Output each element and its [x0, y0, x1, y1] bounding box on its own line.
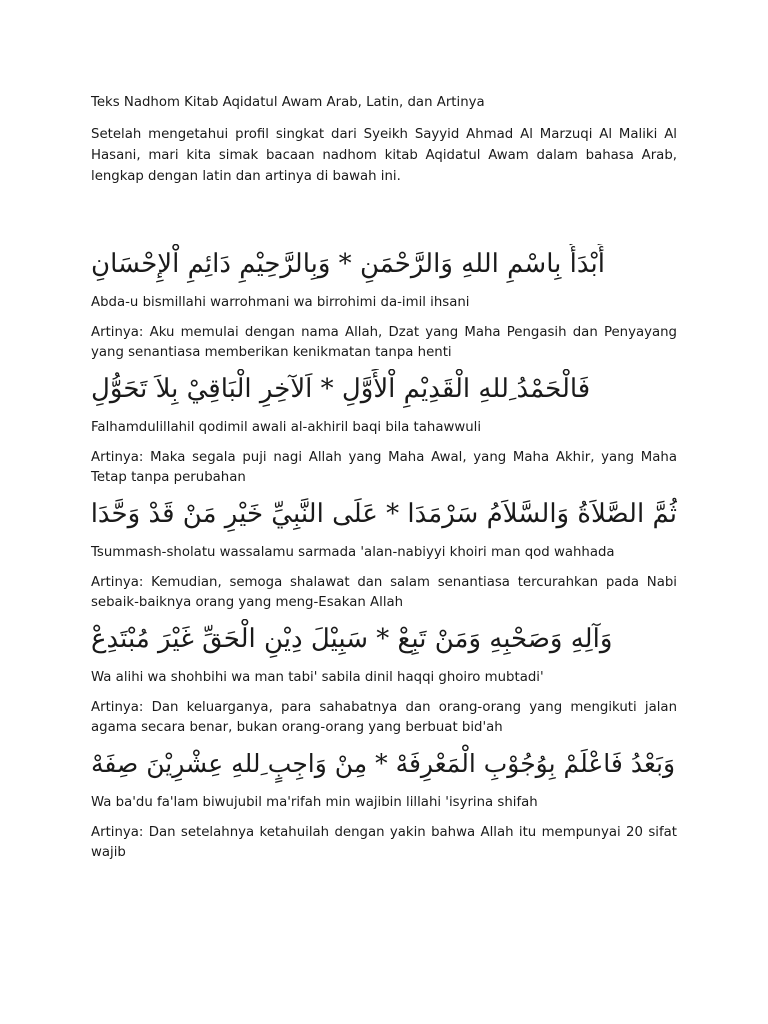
intro-paragraph: Setelah mengetahui profil singkat dari Syeikh Sayyid Ahmad Al Marzuqi Al Maliki Al Hasani, mari kita simak bacaan nadhom kitab Aqidatul Awam dalam bahasa Arab, lengkap dengan latin dan artinya di bawah ini. — [91, 127, 677, 184]
verse-5 — [91, 744, 677, 863]
latin-transliteration: Wa ba'du fa'lam biwujubil ma'rifah min wajibin lillahi 'isyrina shifah — [91, 795, 538, 810]
verse-meaning: Artinya: Kemudian, semoga shalawat dan salam senantiasa tercurahkan pada Nabi sebaik-baiknya orang yang meng-Esakan Allah — [91, 575, 677, 610]
document-title: Teks Nadhom Kitab Aqidatul Awam Arab, Latin, dan Artinya — [91, 95, 485, 110]
verse-meaning: Artinya: Maka segala puji nagi Allah yang Maha Awal, yang Maha Akhir, yang Maha Tetap tanpa perubahan — [91, 450, 677, 485]
arabic-verse-text: وَبَعْدُ فَاعْلَمْ بِوُجُوْبِ الْمَعْرِفَهْ * مِنْ وَاجِبٍ ِللهِ عِشْرِيْنَ صِفَهْ — [91, 749, 676, 778]
verse-meaning: Artinya: Dan keluarganya, para sahabatnya dan orang-orang yang mengikuti jalan agama secara benar, bukan orang-orang yang berbuat bid'ah — [91, 700, 677, 735]
verse-3 — [91, 494, 677, 613]
verse-4 — [91, 619, 677, 738]
verse-1 — [91, 244, 677, 363]
latin-transliteration: Tsummash-sholatu wassalamu sarmada 'alan-nabiyyi khoiri man qod wahhada — [91, 545, 615, 560]
latin-transliteration: Abda-u bismillahi warrohmani wa birrohimi da-imil ihsani — [91, 295, 470, 310]
arabic-verse-text: ثُمَّ الصَّلاَةُ وَالسَّلاَمُ سَرْمَدَا * عَلَى النَّبِيِّ خَيْرِ مَنْ قَدْ وَحَّدَا — [91, 499, 677, 529]
verse-meaning: Artinya: Dan setelahnya ketahuilah dengan yakin bahwa Allah itu mempunyai 20 sifat wajib — [91, 825, 677, 860]
arabic-verse-text: أَبْدَأُ بِاسْمِ اللهِ وَالرَّحْمَنِ * وَبِالرَّحِيْمِ دَائِمِ اْلإِحْسَانِ — [91, 249, 605, 279]
arabic-verse-text: فَالْحَمْدُ ِللهِ الْقَدِيْمِ اْلأَوَّلِ * اَلآخِرِ الْبَاقِيْ بِلاَ تَحَوُّلِ — [91, 374, 591, 404]
latin-transliteration: Wa alihi wa shohbihi wa man tabi' sabila dinil haqqi ghoiro mubtadi' — [91, 670, 544, 685]
latin-transliteration: Falhamdulillahil qodimil awali al-akhiril baqi bila tahawwuli — [91, 420, 482, 435]
arabic-verse-text: وَآلِهِ وَصَحْبِهِ وَمَنْ تَبِعْ * سَبِيْلَ دِيْنِ الْحَقِّ غَيْرَ مُبْتَدِعْ — [91, 624, 613, 654]
verse-meaning: Artinya: Aku memulai dengan nama Allah, Dzat yang Maha Pengasih dan Penyayang yang senantiasa memberikan kenikmatan tanpa henti — [91, 325, 677, 360]
verse-2 — [91, 369, 677, 488]
